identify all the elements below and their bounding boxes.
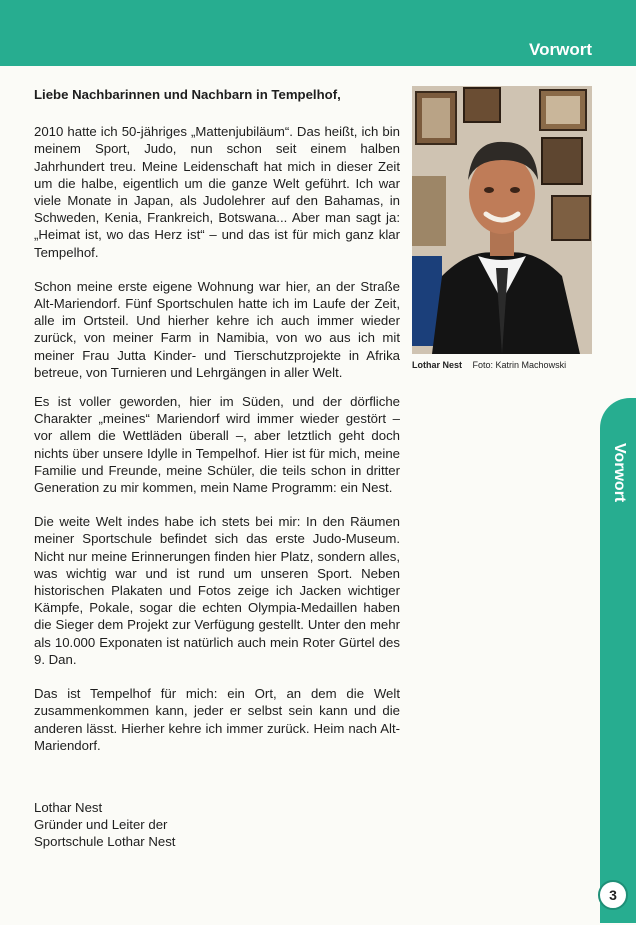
- section-title: Vorwort: [529, 40, 592, 59]
- page-number: 3: [598, 880, 628, 910]
- signature-line: Lothar Nest: [34, 800, 103, 815]
- signature-block: [34, 799, 175, 851]
- photo-caption: [412, 360, 594, 370]
- letter-paragraph: Die weite Welt indes habe ich stets bei mir: In den Räumen meiner Sportschule befindet sich das erste Judo-Museum. Nicht nur meine Erinnerungen finden hier Platz, sondern alles, was wichtig war und ist rund um unseren Sport. Neben historischen Plakaten und Fotos zeige ich Jacken wichtiger Kämpfe, Pokale, sogar die echten Olympia-Medaillen haben die Sieger dem Projekt zur Verfügung gestellt. Unter den mehr als 10.000 Exponaten ist natürlich auch mein Roter Gürtel des 9. Dan.: [34, 514, 400, 667]
- letter-paragraph: Es ist voller geworden, hier im Süden, und der dörfliche Charakter „meines“ Mariendorf wird immer wieder gestört – vor allem die Wettläden überall –, aber letztlich geht doch nichts über unsere Idylle in Tempelhof. Hier ist für mich, meine Familie und Freunde, meine Schüler, die teils schon in dritter Generation zu mir kommen, mein Name Programm: ein Nest.: [34, 394, 400, 496]
- side-tab-label: Vorwort: [611, 443, 628, 503]
- letter-paragraph: 2010 hatte ich 50-jähriges „Mattenjubiläum“. Das heißt, ich bin meinem Sport, Judo, nun schon seit einem halben Jahrhundert treu. Meine Leidenschaft hat mich in dieser Zeit um die halbe, eigentlich um die ganze Welt geführt. Ich war viele Monate in Japan, als Judolehrer auf den Bahamas, in Schweden, Kenia, Frankreich, Botswana... Aber man sagt ja: „Heimat ist, wo das Herz ist“ – und das ist für mich ganz klar Tempelhof.: [34, 124, 400, 260]
- caption-name: Lothar Nest: [412, 360, 463, 370]
- signature-line: Gründer und Leiter der: [34, 817, 168, 833]
- letter-paragraph: Das ist Tempelhof für mich: ein Ort, an dem die Welt zusammenkommen kann, jeder er selbst sein kann und die anderen lässt. Hierher kehre ich immer zurück. Heim nach Alt-Mariendorf.: [34, 686, 400, 753]
- letter-greeting: Liebe Nachbarinnen und Nachbarn in Tempelhof,: [34, 87, 341, 102]
- portrait-illustration: [412, 86, 592, 354]
- signature-line: Sportschule Lothar Nest: [34, 834, 176, 850]
- caption-credit: Foto: Katrin Machowski: [472, 360, 567, 370]
- letter-body: [34, 86, 406, 754]
- letter-paragraph: Schon meine erste eigene Wohnung war hier, an der Straße Alt-Mariendorf. Fünf Sportschulen hatte ich im Laufe der Zeit, alle im Ortsteil. Und hierher kehre ich auch immer wieder zurück, von meiner Farm in Namibia, von wo aus ich mit meiner Frau Jutta Kinder- und Tierschutzprojekte in Afrika betreue, von Turnieren und Lehrgängen in aller Welt.: [34, 278, 400, 380]
- portrait-photo: [412, 86, 592, 354]
